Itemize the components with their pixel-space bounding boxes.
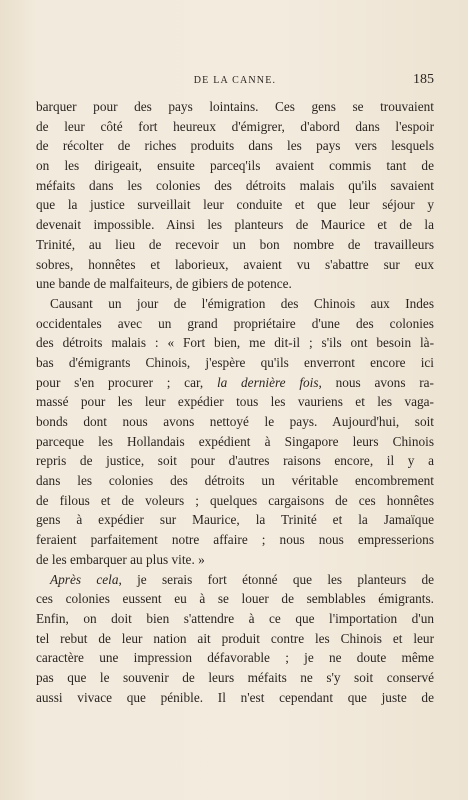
text-line: on les dirigeait, ensuite parceq'ils avaient commis tant de xyxy=(36,158,434,174)
text-line: de filous et de voleurs ; quelques cargaisons de ces honnêtes xyxy=(36,492,434,508)
text-line: parceque les Hollandais expédient à Singapore leurs Chinois xyxy=(36,433,434,449)
text-line: ces colonies eussent eu à se louer de semblables émigrants. xyxy=(36,591,434,607)
text-line: occidentales avec un grand propriétaire d'une des colonies xyxy=(36,315,434,331)
text-line: que la justice surveillait leur conduite et que leur séjour y xyxy=(36,197,434,213)
text-line: de les embarquer au plus vite. » xyxy=(36,551,205,567)
text-line: Trinité, au lieu de recevoir un bon nombre de travailleurs xyxy=(36,236,434,252)
text-line: méfaits dans les colonies des détroits malais qu'ils savaient xyxy=(36,177,434,193)
italic-phrase: la dernière fois xyxy=(216,374,319,390)
text-line xyxy=(36,373,434,393)
text-segment: , je serais fort étonné que les planteurs de xyxy=(118,571,434,587)
text-line: Causant un jour de l'émigration des Chinois aux Indes xyxy=(50,295,434,311)
running-head: DE LA CANNE. xyxy=(193,75,277,86)
text-line xyxy=(36,570,434,590)
text-line: caractère une impression défavorable ; je ne doute même xyxy=(36,650,434,666)
text-line: aussi vivace que pénible. Il n'est cependant que juste de xyxy=(36,689,434,705)
text-line: Enfin, on doit bien s'attendre à ce que l'importation d'un xyxy=(36,610,434,626)
text-line: dans les colonies des détroits un véritable encombrement xyxy=(36,473,434,489)
text-segment: , nous avons ra- xyxy=(318,374,434,390)
page-header xyxy=(36,72,434,90)
text-line: gens à expédier sur Maurice, la Trinité et la Jamaïque xyxy=(36,512,434,528)
text-line: bonds dont nous avons nettoyé le pays. Aujourd'hui, soit xyxy=(36,414,434,429)
page-number: 185 xyxy=(413,72,434,87)
text-line: tel rebut de leur nation ait produit contre les Chinois et leur xyxy=(36,630,434,646)
text-line: de récolter de riches produits dans les pays vers lesquels xyxy=(36,138,434,154)
text-line: pas que le souvenir de leurs méfaits ne s'y soit conservé xyxy=(36,669,434,685)
text-line: des détroits malais : « Fort bien, me dit-il ; s'ils ont besoin là- xyxy=(36,335,434,351)
text-line: devenait impossible. Ainsi les planteurs de Maurice et de la xyxy=(36,217,434,233)
text-line: barquer pour des pays lointains. Ces gens se trouvaient xyxy=(36,99,434,114)
text-line: feraient parfaitement notre affaire ; nous nous empresserions xyxy=(36,532,434,548)
text-line: repris de justice, soit pour d'autres raisons encore, il y a xyxy=(36,453,434,469)
text-line: une bande de malfaiteurs, de gibiers de potence. xyxy=(36,276,292,292)
italic-phrase: Après cela xyxy=(50,571,119,587)
text-line: sobres, honnêtes et laborieux, avaient vu s'abattre sur eux xyxy=(36,256,434,272)
text-line: massé pour les leur expédier tous les vauriens et les vaga- xyxy=(36,394,434,410)
text-line: de leur côté fort heureux d'émigrer, d'abord dans l'espoir xyxy=(36,118,434,134)
body-text xyxy=(36,97,434,707)
text-line: bas d'émigrants Chinois, j'espère qu'ils enverront encore ici xyxy=(36,354,434,370)
text-segment: pour s'en procurer ; car, xyxy=(36,374,217,390)
